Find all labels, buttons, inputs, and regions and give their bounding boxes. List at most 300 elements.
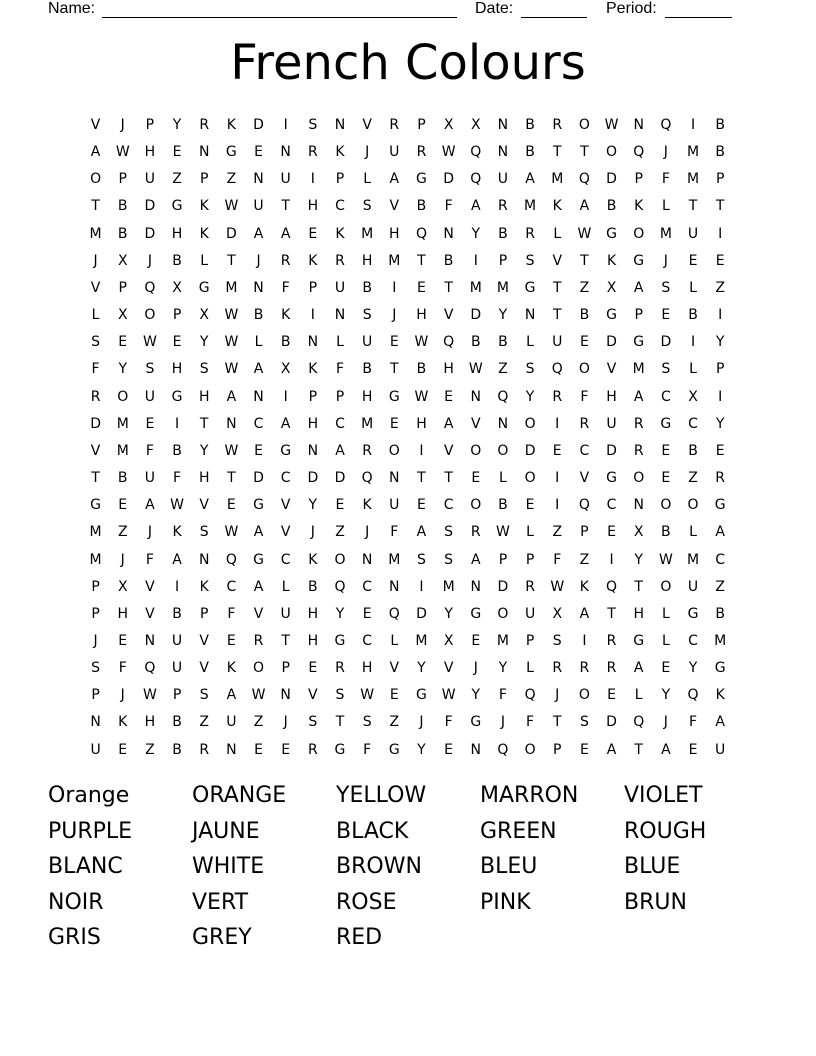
grid-letter[interactable]: B <box>715 144 725 161</box>
grid-letter[interactable]: T <box>634 578 643 595</box>
grid-letter[interactable]: S <box>417 551 426 568</box>
grid-letter[interactable]: H <box>307 415 319 432</box>
grid-letter[interactable]: Y <box>525 388 535 405</box>
grid-letter[interactable]: P <box>91 687 100 704</box>
grid-letter[interactable]: D <box>307 470 319 487</box>
grid-letter[interactable]: U <box>144 470 156 487</box>
grid-letter[interactable]: Q <box>633 144 645 161</box>
grid-letter[interactable]: O <box>524 470 536 487</box>
grid-letter[interactable]: A <box>253 524 264 541</box>
grid-letter[interactable]: D <box>253 117 264 133</box>
grid-letter[interactable]: J <box>473 660 478 677</box>
grid-letter[interactable]: E <box>389 687 399 704</box>
grid-letter[interactable]: V <box>552 252 563 269</box>
grid-letter[interactable]: Q <box>415 225 427 242</box>
grid-letter[interactable]: E <box>607 687 616 704</box>
grid-letter[interactable]: M <box>89 524 102 541</box>
grid-letter[interactable]: J <box>310 524 315 541</box>
grid-letter[interactable]: P <box>634 307 643 324</box>
grid-letter[interactable]: E <box>661 307 671 324</box>
grid-letter[interactable]: Y <box>471 225 481 242</box>
grid-letter[interactable]: E <box>335 497 345 514</box>
grid-letter[interactable]: V <box>90 442 101 459</box>
grid-letter[interactable]: V <box>145 605 155 622</box>
grid-letter[interactable]: Z <box>117 524 128 541</box>
grid-letter[interactable]: F <box>145 551 154 568</box>
grid-letter[interactable]: Q <box>524 687 536 704</box>
grid-letter[interactable]: M <box>686 144 700 161</box>
grid-letter[interactable]: B <box>525 117 535 133</box>
grid-letter[interactable]: I <box>283 117 288 133</box>
grid-letter[interactable]: F <box>227 605 236 622</box>
grid-letter[interactable]: W <box>224 442 239 459</box>
grid-letter[interactable]: E <box>471 632 481 649</box>
grid-letter[interactable]: V <box>199 660 209 677</box>
grid-letter[interactable]: I <box>718 225 723 242</box>
grid-letter[interactable]: S <box>525 252 535 269</box>
grid-letter[interactable]: W <box>115 144 130 161</box>
grid-letter[interactable]: G <box>416 171 427 188</box>
grid-letter[interactable]: A <box>280 225 291 242</box>
grid-letter[interactable]: N <box>389 470 400 487</box>
grid-letter[interactable]: C <box>280 470 291 487</box>
grid-letter[interactable]: U <box>171 660 183 677</box>
grid-letter[interactable]: W <box>658 551 673 568</box>
grid-letter[interactable]: H <box>416 307 427 324</box>
grid-letter[interactable]: G <box>253 497 264 514</box>
grid-letter[interactable]: A <box>226 388 237 405</box>
grid-letter[interactable]: A <box>633 388 644 405</box>
grid-letter[interactable]: G <box>660 415 672 432</box>
grid-letter[interactable]: V <box>389 198 400 215</box>
grid-letter[interactable]: Z <box>715 279 725 296</box>
grid-letter[interactable]: B <box>579 307 590 324</box>
grid-letter[interactable]: L <box>499 470 507 487</box>
grid-letter[interactable]: S <box>199 687 209 704</box>
grid-letter[interactable]: A <box>416 524 427 541</box>
grid-letter[interactable]: I <box>555 497 560 514</box>
grid-letter[interactable]: H <box>361 252 373 269</box>
grid-letter[interactable]: W <box>468 361 483 378</box>
grid-letter[interactable]: B <box>172 741 182 758</box>
grid-letter[interactable]: G <box>470 605 482 622</box>
grid-letter[interactable]: C <box>715 551 726 568</box>
grid-letter[interactable]: E <box>607 524 616 541</box>
grid-letter[interactable]: B <box>172 714 182 731</box>
grid-letter[interactable]: A <box>715 524 725 541</box>
grid-letter[interactable]: G <box>470 714 482 731</box>
grid-letter[interactable]: D <box>144 198 156 215</box>
grid-letter[interactable]: W <box>142 334 157 351</box>
grid-letter[interactable]: H <box>361 388 373 405</box>
grid-letter[interactable]: N <box>280 687 291 704</box>
grid-letter[interactable]: L <box>526 334 534 351</box>
grid-letter[interactable]: Q <box>334 578 346 595</box>
grid-letter[interactable]: I <box>310 171 315 188</box>
grid-letter[interactable]: R <box>552 660 563 677</box>
grid-letter[interactable]: A <box>470 198 481 215</box>
grid-letter[interactable]: R <box>525 225 535 242</box>
grid-letter[interactable]: I <box>582 632 587 649</box>
grid-letter[interactable]: G <box>633 252 645 269</box>
grid-letter[interactable]: S <box>362 198 372 215</box>
grid-letter[interactable]: J <box>392 307 397 324</box>
grid-letter[interactable]: G <box>606 225 617 242</box>
grid-letter[interactable]: P <box>308 388 318 405</box>
grid-letter[interactable]: T <box>580 252 589 269</box>
grid-letter[interactable]: S <box>145 361 155 378</box>
grid-letter[interactable]: A <box>389 171 400 188</box>
grid-letter[interactable]: Y <box>417 741 426 758</box>
grid-letter[interactable]: Z <box>226 171 237 188</box>
grid-letter[interactable]: L <box>689 279 697 296</box>
grid-letter[interactable]: P <box>715 171 725 188</box>
grid-letter[interactable]: G <box>633 632 645 649</box>
grid-letter[interactable]: F <box>526 714 535 731</box>
grid-letter[interactable]: D <box>524 442 536 459</box>
grid-letter[interactable]: I <box>174 578 180 595</box>
grid-letter[interactable]: Y <box>172 117 182 133</box>
grid-letter[interactable]: H <box>443 361 454 378</box>
grid-letter[interactable]: W <box>170 497 184 514</box>
grid-letter[interactable]: L <box>390 632 399 649</box>
grid-letter[interactable]: Q <box>660 117 672 133</box>
grid-letter[interactable]: E <box>552 442 562 459</box>
grid-letter[interactable]: L <box>661 198 670 215</box>
grid-letter[interactable]: R <box>280 252 291 269</box>
grid-letter[interactable]: D <box>606 171 617 188</box>
grid-letter[interactable]: M <box>496 279 509 296</box>
grid-letter[interactable]: W <box>550 578 565 595</box>
grid-letter[interactable]: T <box>688 198 698 215</box>
grid-letter[interactable]: E <box>308 225 318 242</box>
grid-letter[interactable]: E <box>308 660 318 677</box>
grid-letter[interactable]: M <box>659 225 672 242</box>
grid-letter[interactable]: Y <box>417 660 426 677</box>
grid-letter[interactable]: F <box>580 388 589 405</box>
grid-letter[interactable]: N <box>307 334 319 351</box>
grid-letter[interactable]: D <box>90 415 101 432</box>
grid-letter[interactable]: G <box>524 279 536 296</box>
grid-letter[interactable]: N <box>470 388 481 405</box>
grid-letter[interactable]: B <box>280 334 291 351</box>
grid-letter[interactable]: N <box>253 171 264 188</box>
grid-letter[interactable]: B <box>117 470 128 487</box>
grid-letter[interactable]: I <box>690 117 696 133</box>
grid-letter[interactable]: R <box>525 578 535 595</box>
grid-letter[interactable]: X <box>172 279 182 296</box>
grid-letter[interactable]: V <box>443 307 454 324</box>
grid-letter[interactable]: R <box>307 144 318 161</box>
grid-letter[interactable]: B <box>688 442 698 459</box>
grid-letter[interactable]: K <box>199 578 209 595</box>
grid-letter[interactable]: H <box>416 415 427 432</box>
grid-letter[interactable]: G <box>334 741 346 758</box>
grid-letter[interactable]: H <box>606 388 617 405</box>
grid-letter[interactable]: L <box>363 171 372 188</box>
grid-letter[interactable]: H <box>307 605 319 622</box>
grid-letter[interactable]: Y <box>199 442 209 459</box>
grid-letter[interactable]: N <box>470 578 481 595</box>
grid-letter[interactable]: T <box>444 470 453 487</box>
grid-letter[interactable]: S <box>661 279 671 296</box>
grid-letter[interactable]: U <box>687 225 699 242</box>
grid-letter[interactable]: G <box>171 388 183 405</box>
grid-letter[interactable]: D <box>443 171 454 188</box>
grid-letter[interactable]: R <box>416 144 427 161</box>
grid-letter[interactable]: V <box>470 415 481 432</box>
grid-letter[interactable]: C <box>362 578 373 595</box>
grid-letter[interactable]: Q <box>225 551 237 568</box>
grid-letter[interactable]: T <box>227 252 236 269</box>
grid-letter[interactable]: K <box>579 578 589 595</box>
grid-letter[interactable]: C <box>335 415 345 432</box>
grid-letter[interactable]: S <box>91 660 101 677</box>
grid-letter[interactable]: Y <box>498 660 508 677</box>
grid-letter[interactable]: U <box>524 605 536 622</box>
grid-letter[interactable]: C <box>253 415 264 432</box>
grid-letter[interactable]: K <box>308 252 318 269</box>
grid-letter[interactable]: I <box>609 551 614 568</box>
grid-letter[interactable]: N <box>334 307 346 324</box>
grid-letter[interactable]: D <box>225 225 237 242</box>
grid-letter[interactable]: T <box>227 470 236 487</box>
grid-letter[interactable]: D <box>606 442 617 459</box>
grid-letter[interactable]: E <box>389 334 399 351</box>
grid-letter[interactable]: H <box>117 605 128 622</box>
grid-letter[interactable]: N <box>198 144 210 161</box>
grid-letter[interactable]: I <box>283 388 288 405</box>
grid-letter[interactable]: Q <box>551 361 563 378</box>
grid-letter[interactable]: V <box>606 361 617 378</box>
grid-letter[interactable]: C <box>226 578 237 595</box>
grid-letter[interactable]: S <box>308 714 318 731</box>
grid-letter[interactable]: N <box>443 225 454 242</box>
grid-letter[interactable]: D <box>470 307 482 324</box>
grid-letter[interactable]: R <box>470 524 481 541</box>
grid-letter[interactable]: A <box>579 605 590 622</box>
grid-letter[interactable]: E <box>172 334 182 351</box>
grid-letter[interactable]: H <box>389 225 400 242</box>
grid-letter[interactable]: W <box>142 687 157 704</box>
grid-letter[interactable]: Y <box>335 605 345 622</box>
grid-letter[interactable]: V <box>253 605 264 622</box>
grid-letter[interactable]: D <box>497 578 509 595</box>
grid-letter[interactable]: L <box>661 605 670 622</box>
grid-letter[interactable]: G <box>388 388 400 405</box>
grid-letter[interactable]: G <box>388 741 400 758</box>
grid-letter[interactable]: E <box>417 279 426 296</box>
grid-letter[interactable]: B <box>498 497 508 514</box>
grid-letter[interactable]: X <box>117 307 128 324</box>
grid-letter[interactable]: J <box>555 687 560 704</box>
grid-letter[interactable]: E <box>362 605 372 622</box>
grid-letter[interactable]: G <box>687 605 699 622</box>
grid-letter[interactable]: A <box>90 144 101 161</box>
grid-letter[interactable]: E <box>226 632 236 649</box>
grid-letter[interactable]: C <box>280 551 291 568</box>
grid-letter[interactable]: U <box>606 415 617 432</box>
grid-letter[interactable]: U <box>715 741 726 758</box>
grid-letter[interactable]: R <box>90 388 101 405</box>
grid-letter[interactable]: D <box>334 470 346 487</box>
grid-letter[interactable]: U <box>334 279 346 296</box>
grid-letter[interactable]: P <box>553 741 562 758</box>
grid-letter[interactable]: P <box>172 687 182 704</box>
grid-letter[interactable]: I <box>690 334 696 351</box>
grid-letter[interactable]: O <box>144 307 156 324</box>
grid-letter[interactable]: N <box>470 741 481 758</box>
grid-letter[interactable]: P <box>498 252 508 269</box>
grid-letter[interactable]: T <box>552 714 562 731</box>
grid-letter[interactable]: K <box>226 660 236 677</box>
grid-letter[interactable]: J <box>93 252 98 269</box>
grid-letter[interactable]: S <box>552 632 562 649</box>
grid-letter[interactable]: A <box>172 551 182 568</box>
grid-letter[interactable]: C <box>688 415 698 432</box>
grid-letter[interactable]: B <box>416 361 427 378</box>
grid-letter[interactable]: J <box>365 524 370 541</box>
grid-letter[interactable]: V <box>389 660 400 677</box>
grid-letter[interactable]: M <box>89 225 102 242</box>
grid-letter[interactable]: O <box>660 578 672 595</box>
grid-letter[interactable]: B <box>688 307 698 324</box>
grid-letter[interactable]: S <box>199 524 209 541</box>
grid-letter[interactable]: Y <box>471 687 481 704</box>
grid-letter[interactable]: B <box>443 252 454 269</box>
grid-letter[interactable]: X <box>199 307 209 324</box>
grid-letter[interactable]: B <box>715 605 725 622</box>
grid-letter[interactable]: T <box>715 198 725 215</box>
grid-letter[interactable]: P <box>118 279 127 296</box>
grid-letter[interactable]: V <box>362 117 372 133</box>
grid-letter[interactable]: E <box>471 470 481 487</box>
grid-letter[interactable]: P <box>91 605 100 622</box>
grid-letter[interactable]: J <box>147 252 152 269</box>
grid-letter[interactable]: U <box>144 388 156 405</box>
grid-letter[interactable]: X <box>688 388 698 405</box>
grid-letter[interactable]: W <box>414 388 429 405</box>
grid-letter[interactable]: W <box>224 524 239 541</box>
grid-letter[interactable]: P <box>335 171 345 188</box>
grid-letter[interactable]: F <box>553 551 562 568</box>
grid-letter[interactable]: E <box>444 741 454 758</box>
grid-letter[interactable]: T <box>335 714 345 731</box>
grid-letter[interactable]: P <box>91 578 100 595</box>
grid-letter[interactable]: P <box>715 361 725 378</box>
grid-letter[interactable]: N <box>226 415 237 432</box>
grid-letter[interactable]: K <box>281 307 291 324</box>
grid-letter[interactable]: A <box>145 497 155 514</box>
grid-letter[interactable]: C <box>606 497 617 514</box>
grid-letter[interactable]: A <box>280 415 291 432</box>
grid-letter[interactable]: K <box>606 252 617 269</box>
grid-letter[interactable]: Y <box>199 334 209 351</box>
grid-letter[interactable]: J <box>365 144 370 161</box>
grid-letter[interactable]: N <box>389 578 400 595</box>
grid-letter[interactable]: Z <box>579 279 590 296</box>
grid-letter[interactable]: Z <box>335 524 345 541</box>
grid-letter[interactable]: C <box>579 442 590 459</box>
grid-letter[interactable]: K <box>362 497 372 514</box>
grid-letter[interactable]: Q <box>497 741 509 758</box>
grid-letter[interactable]: R <box>498 198 508 215</box>
grid-letter[interactable]: U <box>687 578 699 595</box>
grid-letter[interactable]: T <box>444 279 453 296</box>
grid-letter[interactable]: U <box>253 198 264 215</box>
grid-letter[interactable]: T <box>91 198 100 215</box>
grid-letter[interactable]: T <box>580 144 589 161</box>
grid-letter[interactable]: O <box>524 415 536 432</box>
grid-letter[interactable]: X <box>470 117 481 133</box>
grid-letter[interactable]: W <box>224 361 239 378</box>
grid-letter[interactable]: F <box>118 660 127 677</box>
grid-letter[interactable]: J <box>663 252 668 269</box>
grid-letter[interactable]: Z <box>579 551 590 568</box>
grid-letter[interactable]: M <box>469 279 482 296</box>
grid-letter[interactable]: G <box>280 442 292 459</box>
grid-letter[interactable]: E <box>579 741 589 758</box>
grid-letter[interactable]: N <box>524 307 536 324</box>
grid-letter[interactable]: L <box>526 660 534 677</box>
grid-letter[interactable]: M <box>361 225 374 242</box>
grid-letter[interactable]: A <box>715 714 725 731</box>
grid-letter[interactable]: T <box>281 198 290 215</box>
grid-letter[interactable]: J <box>120 687 125 704</box>
grid-letter[interactable]: F <box>661 171 670 188</box>
grid-letter[interactable]: K <box>172 524 182 541</box>
grid-letter[interactable]: E <box>118 334 128 351</box>
grid-letter[interactable]: T <box>634 741 643 758</box>
grid-letter[interactable]: J <box>120 117 125 133</box>
grid-letter[interactable]: R <box>389 117 400 133</box>
grid-letter[interactable]: I <box>555 470 560 487</box>
grid-letter[interactable]: B <box>498 334 508 351</box>
grid-letter[interactable]: N <box>633 117 644 133</box>
grid-letter[interactable]: F <box>390 524 399 541</box>
grid-letter[interactable]: Q <box>361 470 373 487</box>
grid-letter[interactable]: A <box>253 361 264 378</box>
grid-letter[interactable]: E <box>118 632 128 649</box>
grid-letter[interactable]: G <box>714 497 726 514</box>
grid-letter[interactable]: B <box>117 225 128 242</box>
grid-letter[interactable]: M <box>388 551 401 568</box>
grid-letter[interactable]: M <box>388 252 401 269</box>
grid-letter[interactable]: J <box>500 714 505 731</box>
grid-letter[interactable]: J <box>419 714 424 731</box>
grid-letter[interactable]: U <box>280 605 291 622</box>
grid-letter[interactable]: Q <box>497 388 509 405</box>
grid-letter[interactable]: R <box>307 741 318 758</box>
grid-letter[interactable]: A <box>443 415 454 432</box>
grid-letter[interactable]: R <box>552 388 563 405</box>
grid-letter[interactable]: R <box>715 470 726 487</box>
grid-letter[interactable]: R <box>579 660 590 677</box>
grid-letter[interactable]: P <box>199 605 209 622</box>
grid-letter[interactable]: L <box>336 334 344 351</box>
grid-letter[interactable]: E <box>226 497 236 514</box>
grid-letter[interactable]: Z <box>498 361 508 378</box>
grid-letter[interactable]: Y <box>634 551 643 568</box>
grid-letter[interactable]: J <box>147 524 152 541</box>
grid-letter[interactable]: N <box>307 442 319 459</box>
grid-letter[interactable]: K <box>199 225 209 242</box>
grid-letter[interactable]: X <box>443 632 454 649</box>
grid-letter[interactable]: F <box>91 361 100 378</box>
grid-letter[interactable]: T <box>91 470 100 487</box>
grid-letter[interactable]: W <box>224 334 239 351</box>
grid-letter[interactable]: S <box>362 714 372 731</box>
